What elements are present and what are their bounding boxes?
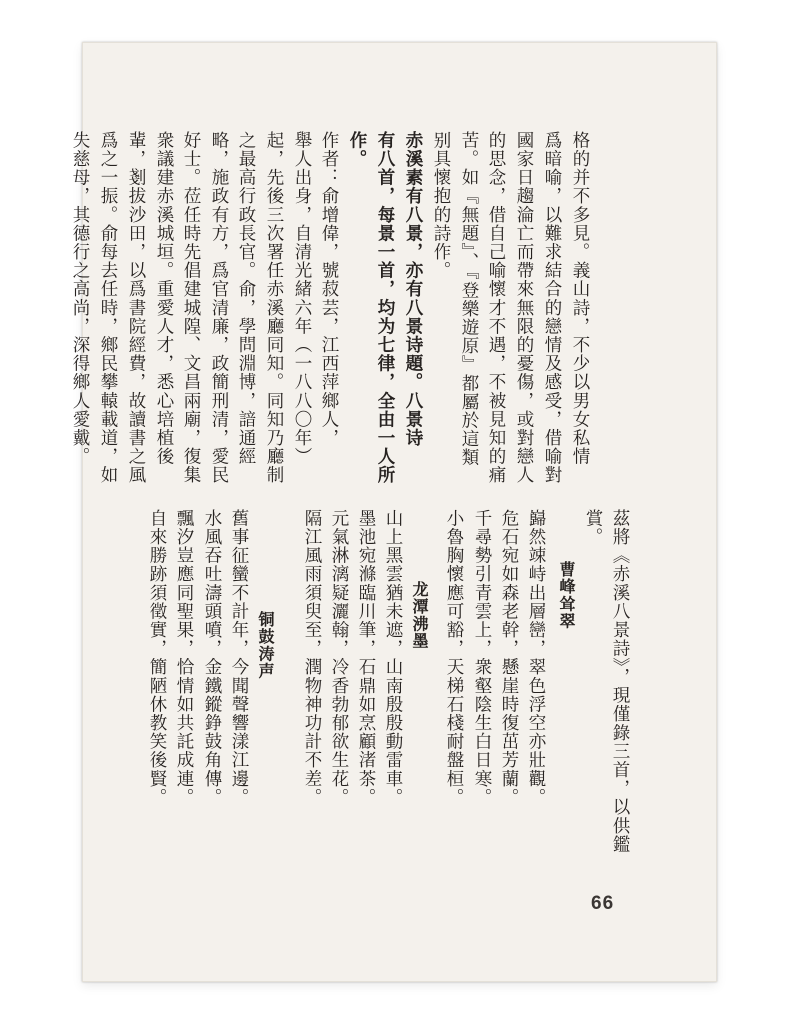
poem-line: 墨池宛滌臨川筆，石鼎如烹顧渚茶。 — [356, 509, 376, 807]
intro-text-column: 茲將《赤溪八景詩》，現僅錄三首，以供鑑 — [610, 509, 630, 854]
upper-text-column: 輩，剗拔沙田，以爲書院經費，故讀書之風 — [126, 131, 146, 485]
poem-line: 水風吞吐濤頭噴，金鐵鏦錚鼓角傳。 — [202, 509, 222, 807]
upper-text-column: 失慈母，其德行之高尚，深得鄉人愛戴。 — [70, 131, 90, 466]
upper-text-column: 格的并不多見。義山詩，不少以男女私情 — [570, 131, 590, 466]
page-number: 66 — [591, 893, 615, 914]
upper-text-column: 好士。莅任時先倡建城隍、文昌兩廟，復集 — [181, 131, 201, 485]
upper-text-column: 衆議建赤溪城垣。重愛人才，悉心培植後 — [154, 131, 174, 466]
intro-text-column: 賞。 — [583, 509, 603, 547]
upper-text-column: 苦。如『無題』、『登樂遊原』都屬於這類 — [459, 131, 479, 467]
poem-line: 自來勝跡須徵實，簡陋休教笑後賢。 — [147, 509, 167, 807]
upper-text-column: 作。 — [347, 131, 367, 169]
poem-line: 小魯胸懷應可豁，天梯石棧耐盤桓。 — [444, 509, 464, 807]
poem-line: 飄汐豈應同聖果，恰情如共託成連。 — [174, 509, 194, 807]
upper-text-column: 起，先後三次署任赤溪廳同知。同知乃廳制 — [264, 131, 284, 485]
upper-text-column: 别具懷抱的詩作。 — [431, 131, 451, 280]
poem-line: 危石宛如森老幹，懸崖時復茁芳蘭。 — [499, 509, 519, 807]
poem-line: 巋然竦峙出層巒，翠色浮空亦壯觀。 — [526, 509, 546, 807]
upper-text-column: 作者：俞增偉，號菽芸，江西萍鄉人， — [319, 131, 339, 448]
upper-text-column: 有八首，每景一首，均为七律，全由一人所 — [375, 131, 395, 485]
upper-text-column: 赤溪素有八景，亦有八景诗題。八景诗 — [403, 131, 423, 448]
poem-line: 隔江風雨須臾至，潤物神功計不差。 — [302, 509, 322, 807]
poem-line: 千尋勢引青雲上，衆壑陰生白日寒。 — [472, 509, 492, 807]
upper-text-column: 之最高行政長官。俞，學問淵博，諳通經 — [236, 131, 256, 466]
poem-title: 曹峰耸翠 — [557, 561, 576, 630]
poem-title: 龙潭沸墨 — [410, 581, 429, 650]
poem-line: 山上黑雲猶未遮，山南殷殷動雷車。 — [383, 509, 403, 807]
upper-text-column: 爲之一振。俞每去任時，鄉民攀轅載道，如 — [98, 131, 118, 485]
book-page — [70, 42, 717, 982]
poem-title: 铜鼓涛声 — [256, 611, 275, 680]
upper-text-column: 略，施政有方，爲官清廉，政簡刑清，愛民 — [209, 131, 229, 485]
upper-text-column: 爲暗喻，以難求結合的戀情及感受，借喻對 — [542, 131, 562, 485]
upper-text-column: 國家日趨淪亡而帶來無限的憂傷，或對戀人 — [514, 131, 534, 485]
poem-line: 元氣淋漓疑灑翰，冷香勃郁欲生花。 — [329, 509, 349, 807]
upper-text-column: 的思念，借自己喻懷才不遇，不被見知的痛 — [486, 131, 506, 485]
upper-text-column: 舉人出身，自清光緒六年（一八八〇年） — [292, 131, 312, 466]
poem-line: 舊事征蠻不計年，今聞聲響漾江邊。 — [229, 509, 249, 807]
